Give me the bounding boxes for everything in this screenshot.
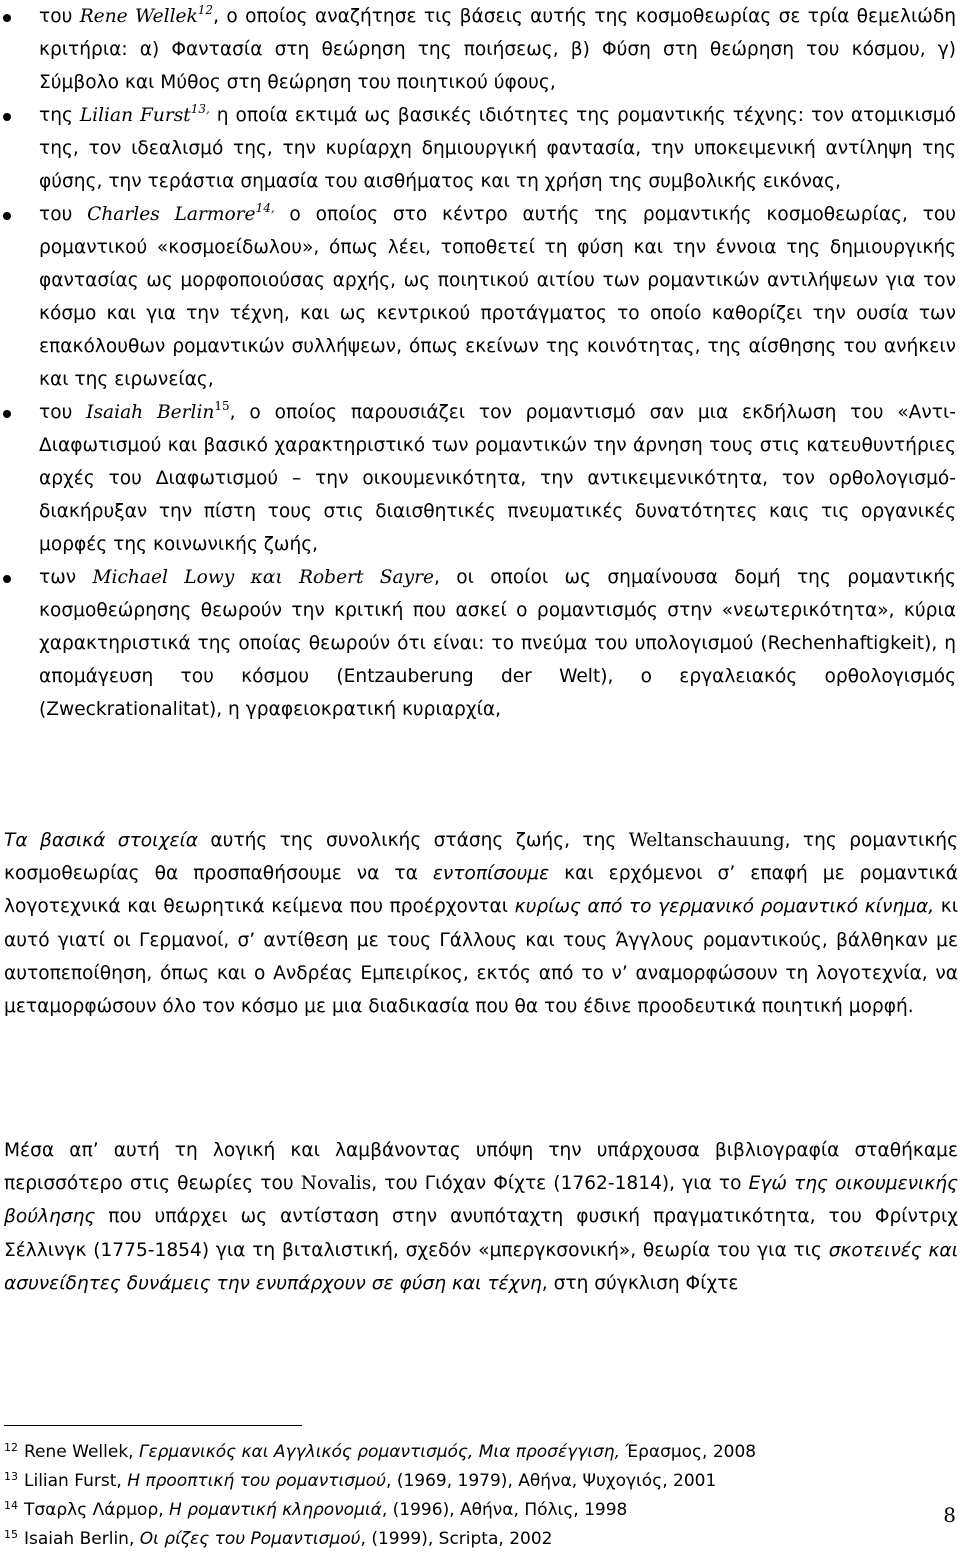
footnote-author: Lilian Furst, xyxy=(24,1471,128,1491)
bullet-text: ο οποίος στο κέντρο αυτής της ρομαντικής κοσμοθεωρίας, του ρομαντικού «κοσμοείδωλου», όπως λέει, τοποθετεί τη φύση και την έννοια της δημιουργικής φαντασίας ως μορφοποιούσας αρχής, ως ποιητικού αιτίου των ρομαντικών αντιλήψεων για τον κόσμο και για την τέχνη, και ως κεντρικού προτάγματος το οποίο καθορίζει την ουσία των επακόλουθων ρομαντικών συλλήψεων, όπως εκείνων της κοινότητας, της αίσθησης του ανήκειν και της ειρωνείας, xyxy=(39,204,956,390)
author-name: Isaiah Berlin xyxy=(86,402,215,423)
body-paragraph-1 xyxy=(4,824,958,1023)
italic-phrase: εντοπίσουμε xyxy=(432,863,550,885)
footnote-details: , (1969, 1979), Αθήνα, Ψυχογιός, 2001 xyxy=(386,1471,717,1491)
italic-phrase: σκοτεινές και ασυνείδητες δυνάμεις την ενυπάρχουν σε φύση και τέχνη xyxy=(4,1239,958,1294)
paragraph-text: κι αυτό γιατί οι Γερμανοί, σ’ αντίθεση με τους Γάλλους και τους Άγγλους ρομαντικούς, βάλθηκαν με αυτοπεποίθηση, όπως και ο Ανδρέας Εμπειρίκος, εκτός από το ν’ αναμορφώσουν τη λογοτεχνία, να μεταμορφώσουν όλο τον κόσμο με μια διαδικασία που θα του έδινε προοδευτικά ποιητική μορφή. xyxy=(4,896,958,1018)
bullet-prefix: του xyxy=(39,204,88,225)
footnote-ref: 14, xyxy=(255,201,275,215)
paragraph-text: , της ρομαντικής κοσμοθεωρίας θα προσπαθήσουμε να τα xyxy=(4,830,958,885)
bullet-prefix: της xyxy=(39,105,80,126)
body-paragraph-2 xyxy=(4,1134,958,1300)
bullet-text: , ο οποίος παρουσιάζει τον ρομαντισμό σαν μια εκδήλωση του «Αντι-Διαφωτισμού και βασικό χαρακτηριστικό των ρομαντικών την άρνηση τους στις κατευθυντήριες αρχές του Διαφωτισμού – την οικουμενικότητα, την αντικειμενικότητα, τον ορθολογισμό- διακήρυξαν την πίστη τους στις διαισθητικές πνευματικές δυνατότητες καις τις οργανικές μορφές της κοινωνικής ζωής, xyxy=(39,402,956,555)
paragraph-text: αυτής της συνολικής στάσης ζωής, της xyxy=(198,830,629,851)
bullet-item-larmore xyxy=(0,198,960,396)
bullet-item-lowy-sayre xyxy=(0,561,960,726)
bullet-dot-icon xyxy=(3,113,11,121)
footnote-author: Τσαρλς Λάρμορ, xyxy=(24,1500,170,1520)
bullet-prefix: του xyxy=(39,6,80,27)
bullet-item-berlin xyxy=(0,396,960,561)
footnote-details: Έρασμος, 2008 xyxy=(619,1442,757,1462)
bullet-item-wellek xyxy=(0,0,960,99)
footnote-ref: 13, xyxy=(190,102,210,116)
bullet-text: , οι οποίοι ως σημαίνουσα δομή της ρομαντικής κοσμοθεώρησης θεωρούν την κριτική που ασκεί ο ρομαντισμός στην «νεωτερικότητα», κύρια χαρακτηριστικά της οποίας θεωρούν ότι είναι: το πνεύμα του υπολογισμού (Rechenhaftigkeit), η απομάγευση του κόσμου (Entzauberung der Welt), ο εργαλειακός ορθολογισμός (Zweckrationalitat), η γραφειοκρατική κυριαρχία, xyxy=(39,567,957,720)
bullet-text: η οποία εκτιμά ως βασικές ιδιότητες της ρομαντικής τέχνης: τον ατομικισμό της, τον ιδεαλισμό της, την κυρίαρχη δημιουργική φαντασία, την υποκειμενική αντίληψη της φύσης, την τεράστια σημασία του αισθήματος και τη χρήση της συμβολικής εικόνας, xyxy=(39,105,957,192)
italic-phrase: Εγώ της οικουμενικής βούλησης xyxy=(4,1173,958,1228)
italic-phrase: Τα βασικά στοιχεία xyxy=(4,830,199,851)
bullet-dot-icon xyxy=(3,575,11,583)
bullet-prefix: του xyxy=(39,402,87,423)
footnotes xyxy=(4,1438,944,1554)
bullet-item-furst xyxy=(0,99,960,198)
italic-phrase: κυρίως από το γερμανικό ρομαντικό κίνημα, xyxy=(514,896,935,918)
footnote-details: , (1999), Scripta, 2002 xyxy=(360,1529,553,1549)
paragraph-text: και ερχόμενοι σ’ επαφή με ρομαντικά λογοτεχνικά και θεωρητικά κείμενα που προέρχονται xyxy=(4,863,959,918)
bullet-list xyxy=(0,0,960,726)
footnote-title: Οι ρίζες του Ρομαντισμού xyxy=(139,1529,361,1549)
footnote-author: Rene Wellek, xyxy=(24,1442,139,1462)
footnote-ref: 15 xyxy=(214,399,230,413)
footnote-author: Isaiah Berlin, xyxy=(24,1529,140,1549)
author-name: Rene Wellek xyxy=(79,6,198,27)
footnote-title: Γερμανικός και Αγγλικός ρομαντισμός, Μια προσέγγιση, xyxy=(138,1442,620,1462)
bullet-dot-icon xyxy=(3,410,11,418)
author-name: Lilian Furst xyxy=(79,105,191,126)
author-name: Charles Larmore xyxy=(87,204,256,225)
author-name: Michael Lowy και Robert Sayre xyxy=(92,567,435,588)
page-number: 8 xyxy=(943,1503,956,1527)
foreign-term: Novalis xyxy=(300,1173,372,1195)
paragraph-text: , στη σύγκλιση Φίχτε xyxy=(541,1272,739,1294)
bullet-prefix: των xyxy=(39,567,93,588)
paragraph-text: , του Γιόχαν Φίχτε (1762-1814), για το xyxy=(371,1173,749,1195)
bullet-dot-icon xyxy=(3,212,11,220)
footnote-divider xyxy=(4,1425,302,1426)
footnote-12: 12 Rene Wellek, Γερμανικός και Αγγλικός ρομαντισμός, Μια προσέγγιση, Έρασμος, 2008 xyxy=(4,1441,757,1462)
footnote-ref: 12 xyxy=(197,3,214,17)
footnote-13: 13 Lilian Furst, Η προοπτική του ρομαντισμού, (1969, 1979), Αθήνα, Ψυχογιός, 2001 xyxy=(4,1470,717,1491)
footnote-details: , (1996), Αθήνα, Πόλις, 1998 xyxy=(381,1500,628,1520)
footnote-14: 14 Τσαρλς Λάρμορ, Η ρομαντική κληρονομιά, (1996), Αθήνα, Πόλις, 1998 xyxy=(4,1499,628,1520)
bullet-dot-icon xyxy=(3,14,11,22)
bullet-text: , ο οποίος αναζήτησε τις βάσεις αυτής της κοσμοθεωρίας σε τρία θεμελιώδη κριτήρια: α) Φαντασία στη θεώρηση της ποιήσεως, β) Φύση στη θεώρηση του κόσμου, γ) Σύμβολο και Μύθος στη θεώρηση του ποιητικού ύφους, xyxy=(39,6,957,93)
foreign-term: Weltanschauung xyxy=(628,830,785,851)
footnote-15: 15 Isaiah Berlin, Οι ρίζες του Ρομαντισμού, (1999), Scripta, 2002 xyxy=(4,1528,553,1549)
paragraph-text: που υπάρχει ως αντίσταση στην ανυπόταχτη φυσική πραγματικότητα, του Φρίντριχ Σέλλινγκ (1775-1854) για τη βιταλιστική, σχεδόν «μπεργκσονική», θεωρία του για τις xyxy=(4,1206,958,1261)
footnote-title: Η ρομαντική κληρονομιά xyxy=(169,1500,382,1520)
paragraph-text: Μέσα απ’ αυτή τη λογική και λαμβάνοντας υπόψη την υπάρχουσα βιβλιογραφία σταθήκαμε περισσότερο στις θεωρίες του xyxy=(4,1140,958,1195)
footnote-title: Η προοπτική του ρομαντισμού xyxy=(127,1471,387,1491)
